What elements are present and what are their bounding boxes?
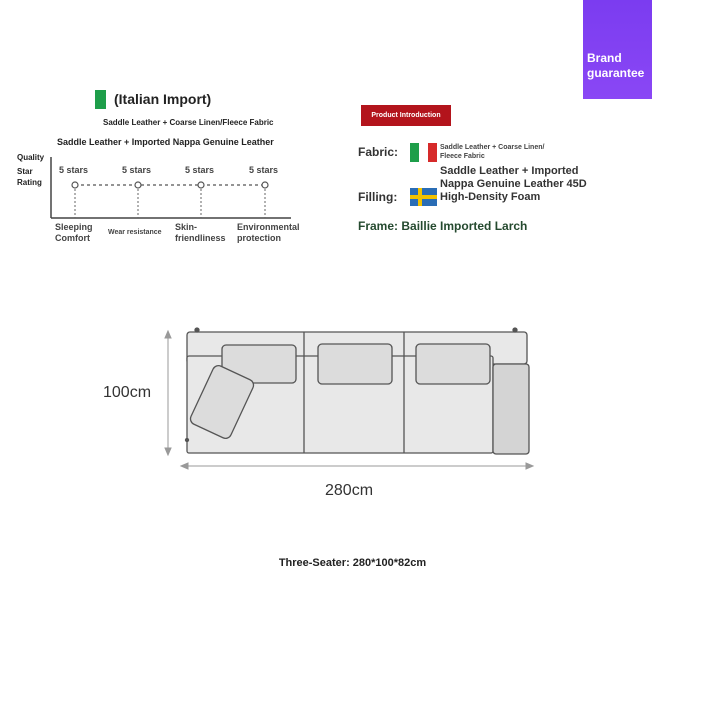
rating-category-label: Environmental protection bbox=[237, 222, 300, 243]
rating-value-label: 5 stars bbox=[249, 165, 279, 175]
fabric-main-line-1: Saddle Leather + Imported bbox=[440, 165, 579, 177]
import-title-text: (Italian Import) bbox=[114, 91, 212, 107]
rating-category-label: Skin- friendliness bbox=[175, 222, 226, 243]
fabric-label: Fabric: bbox=[358, 145, 399, 159]
rating-category-label: Sleeping Comfort bbox=[55, 222, 93, 243]
sofa-cushion-3 bbox=[416, 344, 490, 384]
width-label: 280cm bbox=[325, 482, 374, 499]
product-size-caption: Three-Seater: 280*100*82cm bbox=[278, 557, 427, 569]
filling-value: High-Density Foam bbox=[440, 191, 541, 203]
fabric-small-line-1: Saddle Leather + Coarse Linen/ bbox=[440, 144, 545, 151]
leather-description: Saddle Leather + Imported Nappa Genuine Leather bbox=[57, 137, 274, 147]
fabric-small-line-2: Fleece Fabric bbox=[440, 153, 485, 160]
chart-ylabel-quality: Quality bbox=[17, 153, 45, 162]
fabric-main-line-2: Nappa Genuine Leather 45D bbox=[440, 178, 587, 190]
brand-line-1: Brand bbox=[587, 51, 622, 65]
fabric-description: Saddle Leather + Coarse Linen/Fleece Fabric bbox=[103, 118, 274, 127]
brand-line-2: guarantee bbox=[587, 66, 645, 80]
rating-value-label: 5 stars bbox=[185, 165, 215, 175]
sofa-armrest bbox=[493, 364, 529, 454]
rating-category-label: Wear resistance bbox=[108, 229, 162, 236]
filling-label: Filling: bbox=[358, 190, 398, 204]
rating-value-label: 5 stars bbox=[122, 165, 152, 175]
depth-label: 100cm bbox=[103, 384, 152, 401]
rating-value-label: 5 stars bbox=[59, 165, 89, 175]
sofa-cushion-2 bbox=[318, 344, 392, 384]
frame-spec: Frame: Baillie Imported Larch bbox=[358, 219, 528, 233]
product-introduction-header: Product Introduction bbox=[361, 105, 451, 126]
chart-ylabel-star: Star bbox=[17, 167, 33, 176]
chart-ylabel-rating: Rating bbox=[17, 178, 42, 187]
